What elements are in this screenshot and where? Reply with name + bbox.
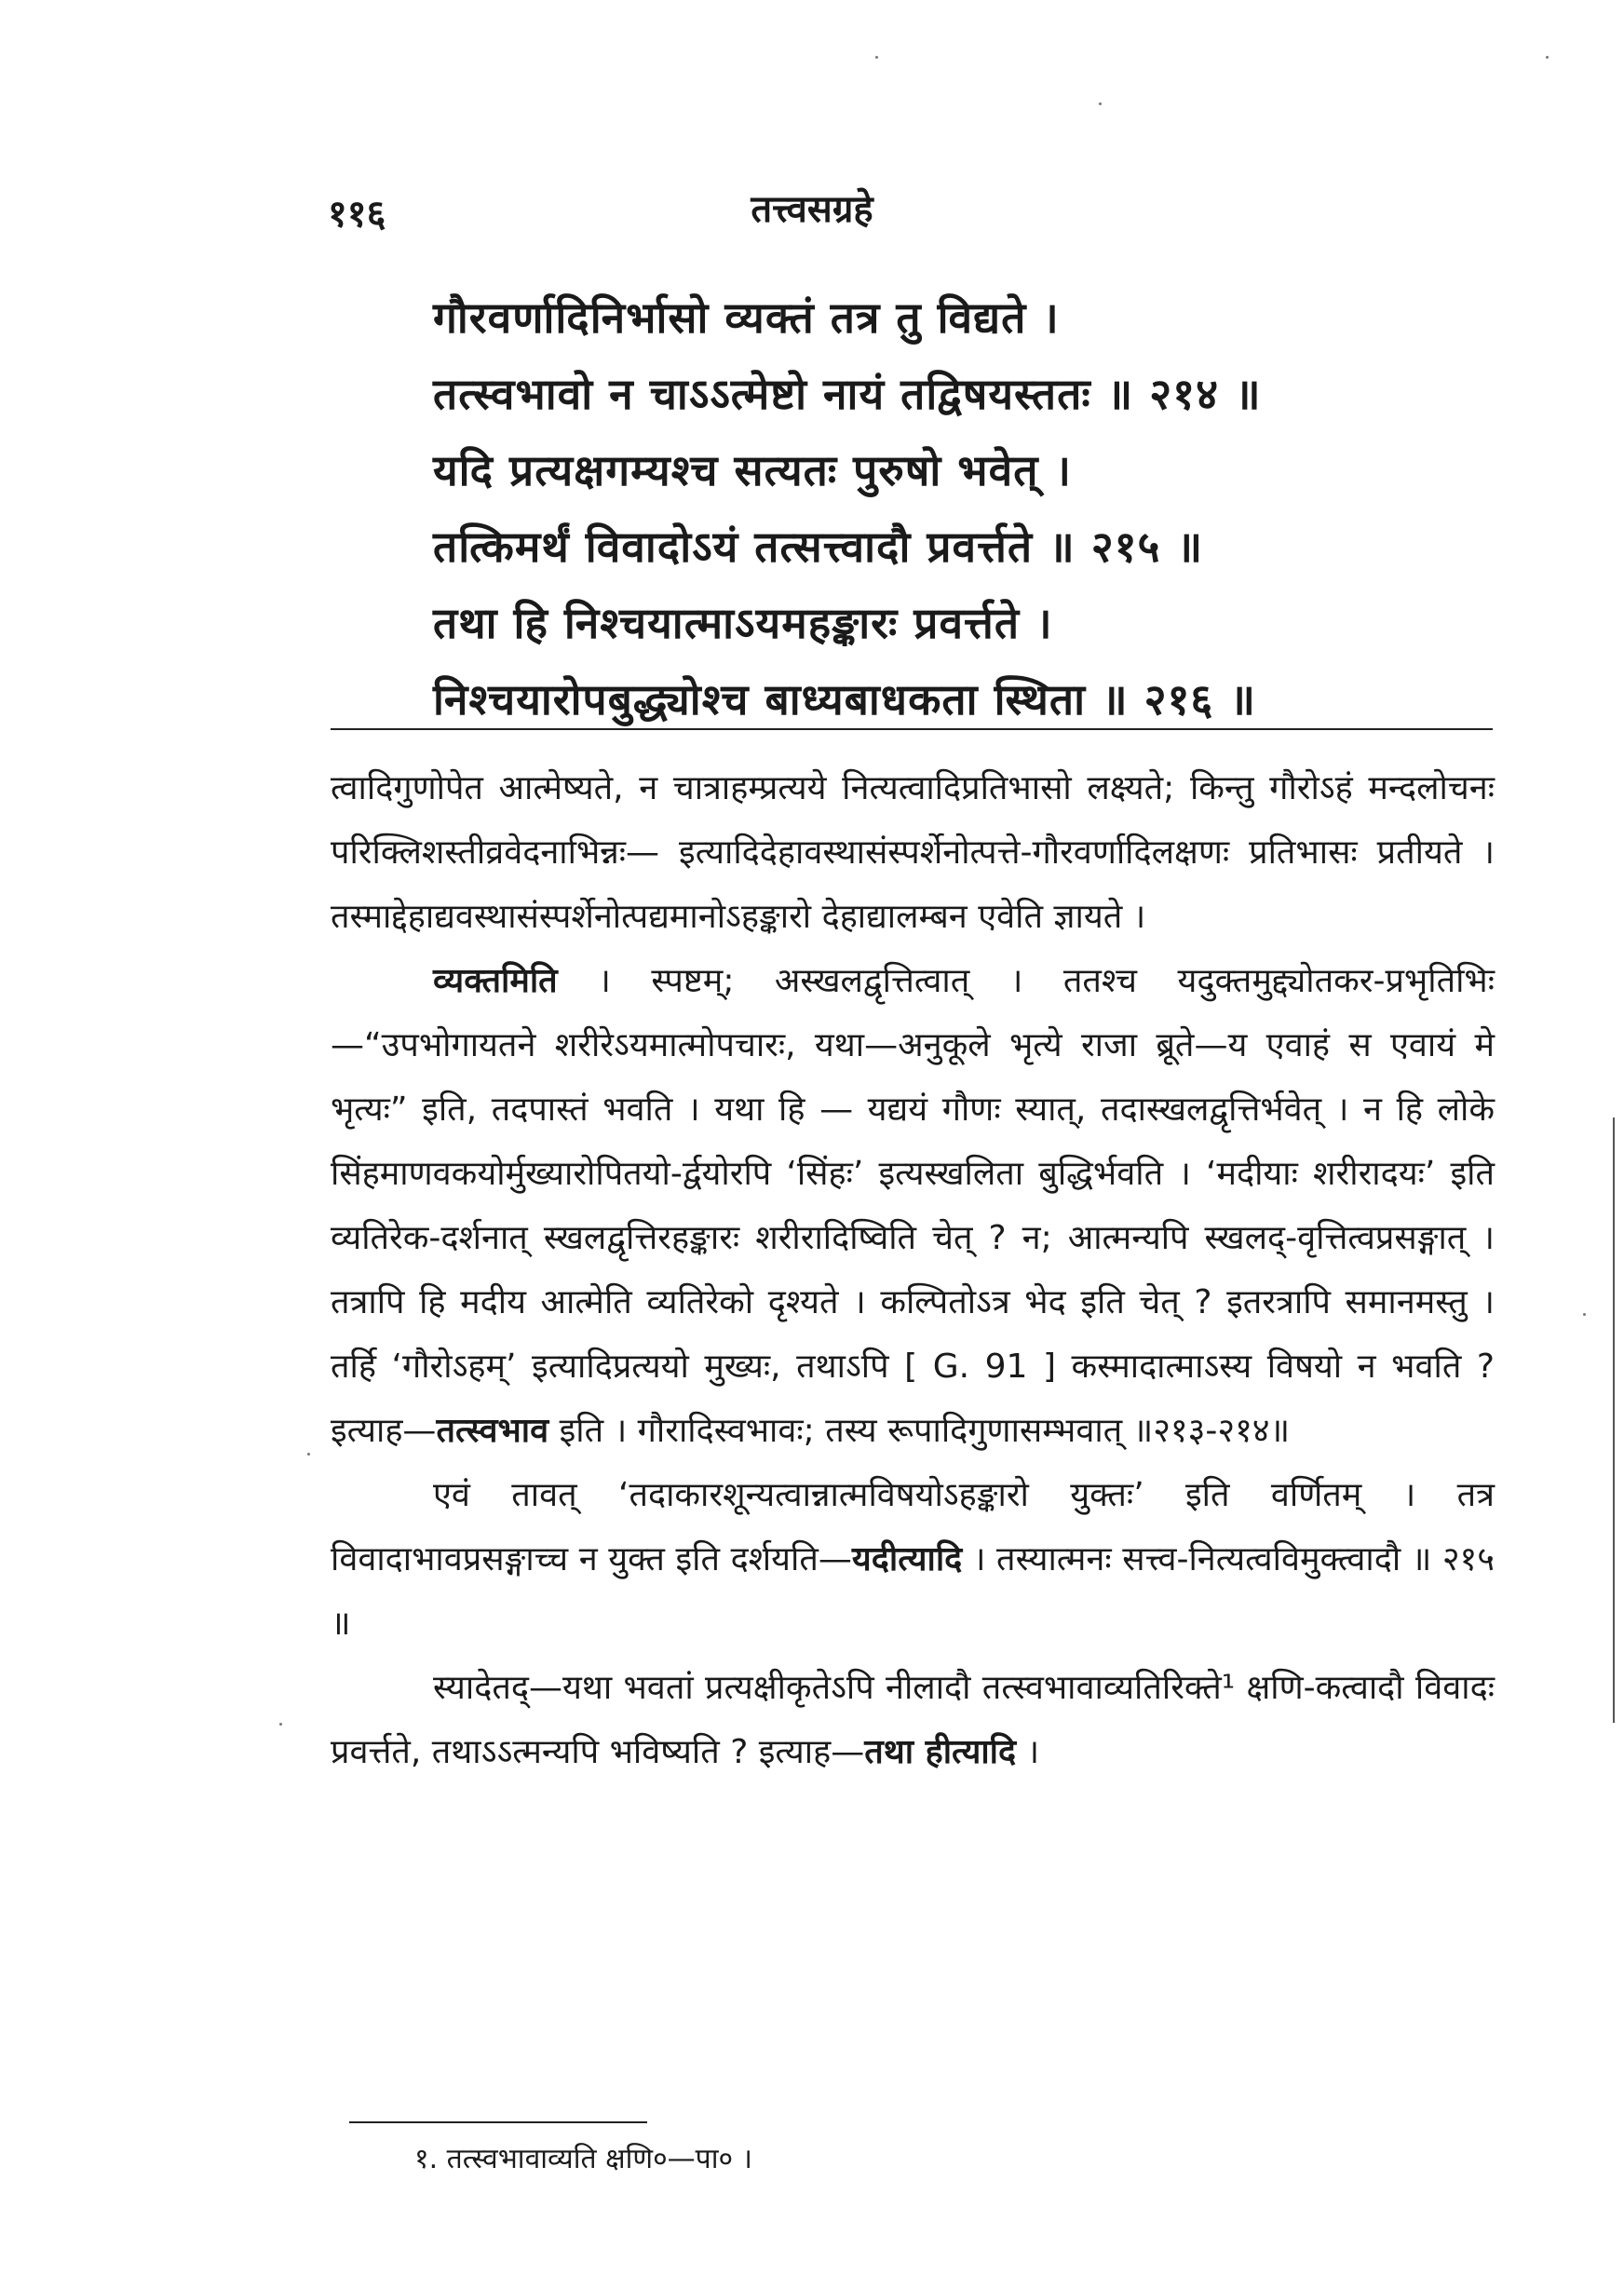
commentary-paragraph-4	[331, 1656, 1495, 1784]
verse-block	[433, 279, 1457, 738]
paragraph-text: इति । गौरादिस्वभावः; तस्य रूपादिगुणासम्भवात् ॥२१३-२१४॥	[548, 1412, 1291, 1450]
lemma-vyaktam: व्यक्तमिति	[433, 962, 558, 1000]
footnote: १. तत्स्वभावाव्यति क्षणि०—पा० ।	[414, 2143, 752, 2175]
running-head-title: तत्त्वसग्रहे	[751, 188, 873, 231]
commentary-block	[331, 756, 1495, 1784]
paragraph-text: स्यादेतद्—यथा भवतां प्रत्यक्षीकृतेऽपि नीलादौ तत्स्वभावाव्यतिरिक्ते¹ क्षणि-कत्वादौ विवादः प्रवर्त्तते, तथाऽऽत्मन्यपि भविष्यति ? इत्याह—	[331, 1669, 1495, 1771]
verse-line: तथा हि निश्चयात्माऽयमहङ्कारः प्रवर्त्तते ।	[433, 598, 1053, 648]
lemma-tatha-hi: तथा हीत्यादि	[864, 1733, 1017, 1771]
commentary-paragraph-3	[331, 1463, 1495, 1656]
commentary-paragraph-1: त्वादिगुणोपेत आत्मेष्यते, न चात्राहम्प्रत्यये नित्यत्वादिप्रतिभासो लक्ष्यते; किन्तु गौरोऽहं मन्दलोचनः परिक्लिशस्तीव्रवेदनाभिन्नः— इत्यादिदेहावस्थासंस्पर्शेनोत्पत्ते-गौरवर्णादिलक्षणः प्रतिभासः प्रतीयते । तस्माद्देहाद्यवस्थासंस्पर्शेनोत्पद्यमानोऽहङ्कारो देहाद्यालम्बन एवेति ज्ञायते ।	[331, 769, 1495, 936]
verse-line: तत्किमर्थं विवादोऽयं तत्सत्त्वादौ प्रवर्त्तते ॥ २१५ ॥	[433, 521, 1204, 572]
scan-speck	[875, 56, 878, 59]
scan-speck	[1583, 1313, 1586, 1316]
paragraph-text: ।	[1016, 1733, 1040, 1771]
verse-line: गौरवर्णादिनिर्भासो व्यक्तं तत्र तु विद्यते ।	[433, 292, 1060, 343]
scan-margin-line	[1613, 1117, 1615, 1723]
footnote-divider	[349, 2121, 647, 2123]
paragraph-text: एवं तावत् ‘तदाकारशून्यत्वान्नात्मविषयोऽहङ्कारो युक्तः’ इति वर्णितम् । तत्र विवादाभावप्रसङ्गाच्च न युक्त इति दर्शयति—	[331, 1476, 1495, 1578]
page-number: ११६	[328, 193, 386, 236]
verse-commentary-divider	[331, 728, 1493, 730]
scan-speck	[1099, 102, 1102, 105]
scan-speck	[307, 1453, 310, 1456]
lemma-tatsvabhava: तत्स्वभाव	[436, 1412, 549, 1450]
paragraph-text: । तस्यात्मनः सत्त्व-नित्यत्वविमुक्त्वादौ ॥ २१५ ॥	[331, 1540, 1495, 1643]
scan-speck	[1546, 56, 1549, 59]
scan-speck	[279, 1723, 282, 1726]
verse-line: निश्चयारोपबुद्ध्योश्च बाध्यबाधकता स्थिता ॥ २१६ ॥	[433, 674, 1256, 725]
verse-line: तत्स्वभावो न चाऽऽत्मेष्टो नायं तद्विषयस्ततः ॥ २१४ ॥	[433, 369, 1262, 419]
verse-line: यदि प्रत्यक्षगम्यश्च सत्यतः पुरुषो भवेत् ।	[433, 445, 1072, 495]
commentary-paragraph-2	[331, 949, 1495, 1463]
lemma-yadi: यदीत्यादि	[851, 1540, 963, 1578]
paragraph-text: । स्पष्टम्; अस्खलद्वृत्तित्वात् । ततश्च यदुक्तमुद्द्योतकर-प्रभृतिभिः—“उपभोगायतने शरीरेऽयमात्मोपचारः, यथा—अनुकूले भृत्ये राजा ब्रूते—य एवाहं स एवायं मे भृत्यः” इति, तदपास्तं भवति । यथा हि — यद्ययं गौणः स्यात्, तदास्खलद्वृत्तिर्भवेत् । न हि लोके सिंहमाणवकयोर्मुख्यारोपितयो-र्द्वयोरपि ‘सिंहः’ इत्यस्खलिता बुद्धिर्भवति । ‘मदीयाः शरीरादयः’ इति व्यतिरेक-दर्शनात् स्खलद्वृत्तिरहङ्कारः शरीरादिष्विति चेत् ? न; आत्मन्यपि स्खलद्-वृत्तित्वप्रसङ्गात् । तत्रापि हि मदीय आत्मेति व्यतिरेको दृश्यते । कल्पितोऽत्र भेद इति चेत् ? इतरत्रापि समानमस्तु । तर्हि ‘गौरोऽहम्’ इत्यादिप्रत्ययो मुख्यः, तथाऽपि [ G. 91 ] कस्मादात्माऽस्य विषयो न भवति ? इत्याह—	[331, 962, 1495, 1450]
